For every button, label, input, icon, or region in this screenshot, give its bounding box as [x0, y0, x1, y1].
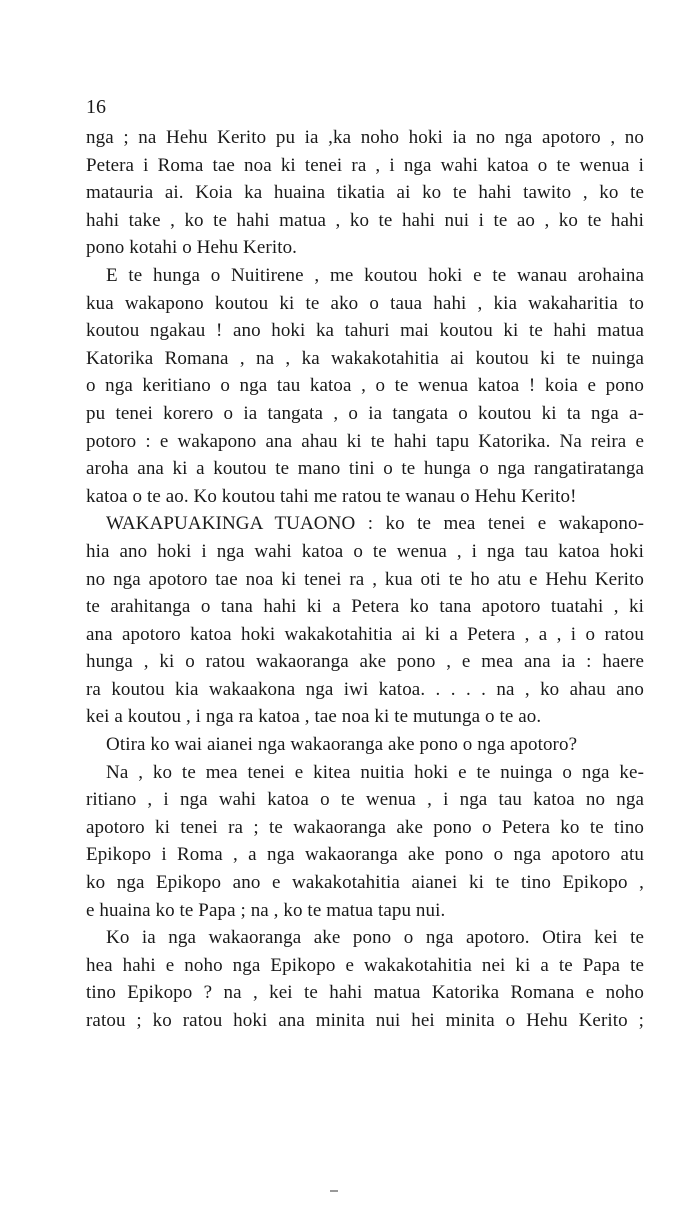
text-line: o nga keritiano o nga tau katoa , o te wenua katoa ! koia e pono [86, 375, 644, 397]
text-line: kei a koutou , i nga ra katoa , tae noa ki te mutunga o te ao. [86, 706, 542, 728]
text-line: Ko ia nga wakaoranga ake pono o nga apotoro. Otira kei te [106, 927, 644, 949]
text-line: hia ano hoki i nga wahi katoa o te wenua , i nga tau katoa hoki [86, 540, 644, 562]
text-line: e huaina ko te Papa ; na , ko te matua tapu nui. [86, 899, 446, 921]
text-line: ritiano , i nga wahi katoa o te wenua , i nga tau katoa no nga [86, 789, 644, 811]
text-line: aroha ana ki a koutou te mano tini o te hunga o nga rangatiratanga [86, 458, 644, 480]
text-line: koutou ngakau ! ano hoki ka tahuri mai koutou ki te hahi matua [86, 320, 644, 342]
text-line: kua wakapono koutou ki te ako o taua hahi , kia wakaharitia to [86, 292, 644, 314]
footer-mark [330, 1190, 338, 1192]
page-number: 16 [86, 96, 106, 118]
text-line: Petera i Roma tae noa ki tenei ra , i nga wahi katoa o te wenua i [86, 154, 644, 176]
text-line: tino Epikopo ? na , kei te hahi matua Katorika Romana e noho [86, 982, 644, 1004]
text-line: E te hunga o Nuitirene , me koutou hoki e te wanau arohaina [106, 264, 644, 286]
text-line: hunga , ki o ratou wakaoranga ake pono , e mea ana ia : haere [86, 651, 644, 673]
text-line: Na , ko te mea tenei e kitea nuitia hoki e te nuinga o nga ke- [106, 761, 644, 783]
text-line: nga ; na Hehu Kerito pu ia ,ka noho hoki ia no nga apotoro , no [86, 127, 644, 148]
text-line: WAKAPUAKINGA TUAONO : ko te mea tenei e wakapono- [106, 513, 644, 535]
text-line: pono kotahi o Hehu Kerito. [86, 237, 298, 259]
text-line: pu tenei korero o ia tangata , o ia tangata o koutou ki ta nga a- [86, 402, 644, 424]
text-line: no nga apotoro tae noa ki tenei ra , kua oti te ho atu e Hehu Kerito [86, 568, 644, 590]
text-line: ko nga Epikopo ano e wakakotahitia aianei ki te tino Epikopo , [86, 872, 644, 894]
text-line: ra koutou kia wakaakona nga iwi katoa. . . . . na , ko ahau ano [86, 678, 644, 700]
body-text [86, 124, 644, 1035]
text-line: matauria ai. Koia ka huaina tikatia ai ko te hahi tawito , ko te [86, 182, 644, 204]
text-line: te arahitanga o tana hahi ki a Petera ko tana apotoro tuatahi , ki [86, 596, 644, 618]
text-line: katoa o te ao. Ko koutou tahi me ratou te wanau o Hehu Kerito! [86, 485, 577, 507]
text-line: ratou ; ko ratou hoki ana minita nui hei minita o Hehu Kerito ; [86, 1010, 644, 1031]
text-line: apotoro ki tenei ra ; te wakaoranga ake pono o Petera ko te tino [86, 816, 644, 838]
text-line: hahi take , ko te hahi matua , ko te hahi nui i te ao , ko te hahi [86, 209, 644, 231]
text-line: hea hahi e noho nga Epikopo e wakakotahitia nei ki a te Papa te [86, 954, 644, 976]
text-line: potoro : e wakapono ana ahau ki te hahi tapu Katorika. Na reira e [86, 430, 644, 452]
text-line: Katorika Romana , na , ka wakakotahitia ai koutou ki te nuinga [86, 347, 644, 369]
text-line: Otira ko wai aianei nga wakaoranga ake pono o nga apotoro? [106, 734, 578, 756]
text-line: Epikopo i Roma , a nga wakaoranga ake pono o nga apotoro atu [86, 844, 644, 866]
text-line: ana apotoro katoa hoki wakakotahitia ai ki a Petera , a , i o ratou [86, 623, 644, 645]
